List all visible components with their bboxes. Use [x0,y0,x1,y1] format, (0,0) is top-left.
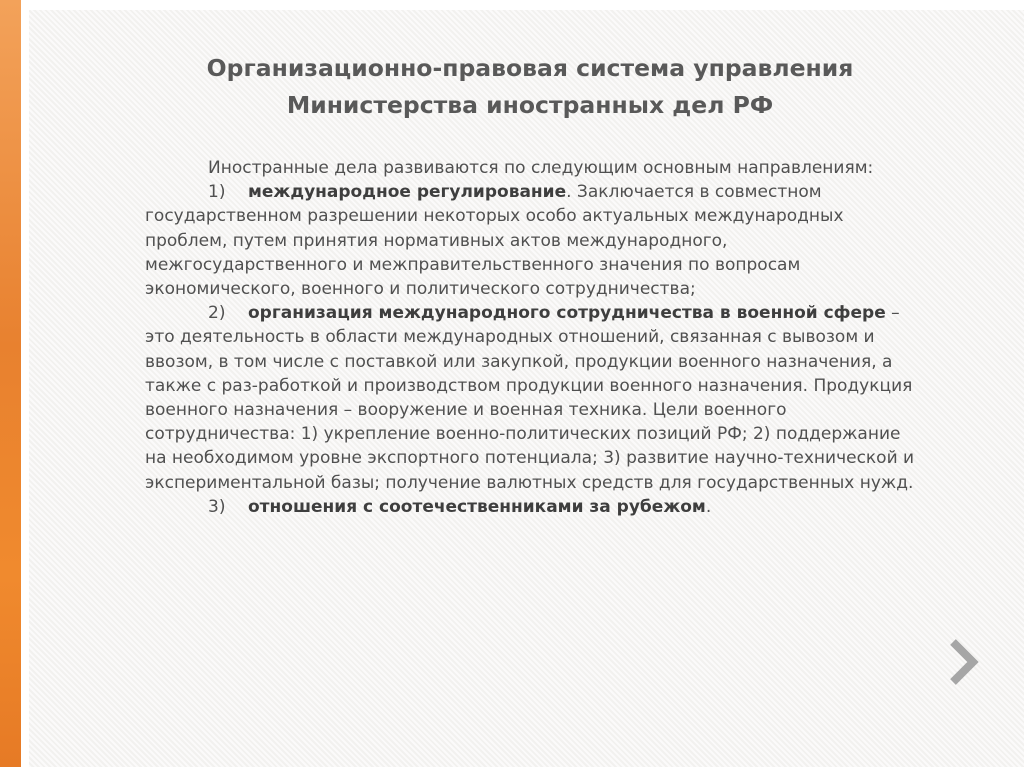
list-item-heading: международное регулирование [248,182,567,203]
list-item-number: 1) [208,182,226,203]
intro-paragraph: Иностранные дела развиваются по следующим основным направлениям: [208,158,874,178]
list-item-number: 2) [208,303,226,324]
slide-body [145,156,920,519]
list-item-heading: отношения с соотечественниками за рубежом [248,496,706,517]
list-item-text: . Заключается в совместном государственном разрешении некоторых особо актуальных международных проблем, путем принятия нормативных актов международного, межгосударственного и межправительственного значения по вопросам экономического, военного и политического сотрудничества; [145,182,844,300]
slide-title-line-2: Министерства иностранных дел РФ [286,91,774,119]
chevron-right-icon[interactable] [945,636,981,688]
list-item-3 [145,495,920,519]
list-item-2 [145,301,920,495]
list-item-1 [145,180,920,301]
slide-title-line-1: Организационно-правовая система управления [206,54,854,82]
list-item-text: . [705,496,712,517]
list-item-number: 3) [208,496,226,517]
list-item-heading: организация международного сотрудничества в военной сфере [248,303,886,324]
list-item-text: – это деятельность в области международных отношений, связанная с вывозом и ввозом, в том числе с поставкой или закупкой, продукции военного назначения, а также с раз-работкой и производством продукции военного назначения. Продукция военного назначения – вооружение и военная техника. Цели военного сотрудничества: 1) укрепление военно-политических позиций РФ; 2) поддержание на необходимом уровне экспортного потенциала; 3) развитие научно-технической и экспериментальной базы; получение валютных средств для государственных нужд. [145,303,915,493]
accent-bar [0,0,21,767]
slide-title [100,50,960,124]
